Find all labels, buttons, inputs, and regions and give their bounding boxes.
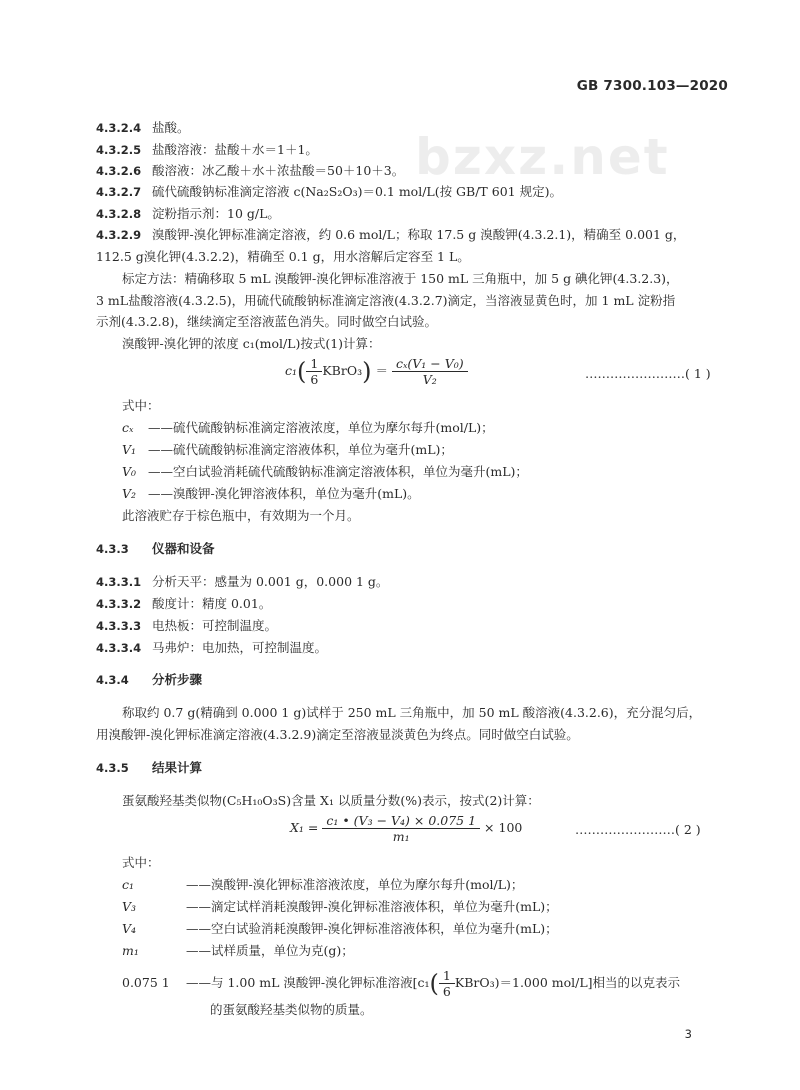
defs2-item: m₁ ——试样质量，单位为克(g)；	[122, 943, 354, 958]
section-4-3-4-heading: 4.3.4 分析步骤	[96, 672, 203, 687]
clause-text: 淀粉指示剂：10 g/L。	[152, 206, 280, 221]
clause-4-3-2-6	[96, 163, 404, 179]
clause-4-3-2-9-cont: 112.5 g溴化钾(4.3.2.2)，精确至 0.1 g，用水溶解后定容至 1 L。	[96, 249, 470, 264]
equation-2-number: ……………………( 2 )	[575, 822, 701, 837]
equation-1-number: ……………………( 1 )	[585, 366, 711, 381]
defs2-item-last: 0.075 1 ——与 1.00 mL 溴酸钾-溴化钾标准溶液[c₁( $\frac{1}{6}$ KBrO₃)＝1.000 mol/L]相当的以克表示	[122, 968, 681, 999]
clause-4-3-2-8	[96, 206, 280, 222]
storage-note: 此溶液贮存于棕色瓶中，有效期为一个月。	[122, 508, 360, 523]
defs2-intro: 式中：	[122, 855, 160, 870]
calib-line-3: 示剂(4.3.2.8)，继续滴定至溶液蓝色消失。同时做空白试验。	[96, 314, 437, 329]
standard-code: GB 7300.103—2020	[576, 78, 728, 94]
result-intro: 蛋氨酸羟基类似物(C₅H₁₀O₃S)含量 X₁ 以质量分数(%)表示，按式(2)计算：	[122, 793, 540, 808]
defs1-item: cₓ ——硫代硫酸钠标准滴定溶液浓度，单位为摩尔每升(mol/L)；	[122, 420, 494, 435]
equation-2	[290, 813, 522, 844]
defs1-item: V₁ ——硫代硫酸钠标准滴定溶液体积，单位为毫升(mL)；	[122, 442, 453, 457]
eq1-lhs-tail: KBrO₃	[322, 363, 363, 378]
clause-text: 盐酸溶液：盐酸＋水＝1＋1。	[152, 142, 318, 157]
defs2-item: V₃ ——滴定试样消耗溴酸钾-溴化钾标准溶液体积，单位为毫升(mL)；	[122, 899, 558, 914]
eq1-lhs: c₁	[285, 363, 298, 378]
defs1-item: V₀ ——空白试验消耗硫代硫酸钠标准滴定溶液体积，单位为毫升(mL)；	[122, 464, 528, 479]
clause-4-3-2-4	[96, 120, 190, 136]
clause-text: 溴酸钾-溴化钾标准滴定溶液，约 0.6 mol/L；称取 17.5 g 溴酸钾(4.3.2.1)，精确至 0.001 g，	[152, 227, 686, 242]
clause-number: 4.3.2.6	[96, 164, 142, 178]
eq1-rhs-frac: $\frac{\text{cₓ(V₁ − V₀)}}{\text{V₂}}$	[392, 356, 468, 387]
clause-number: 4.3.2.8	[96, 207, 142, 221]
procedure-line-2: 用溴酸钾-溴化钾标准滴定溶液(4.3.2.9)滴定至溶液显淡黄色为终点。同时做空白试验。	[96, 727, 579, 742]
defs2-item-last-cont: 的蛋氨酸羟基类似物的质量。	[210, 1002, 373, 1017]
section-4-3-5-heading: 4.3.5 结果计算	[96, 760, 203, 775]
clause-text: 盐酸。	[152, 120, 190, 135]
clause-text: 酸溶液：冰乙酸＋水＋浓盐酸＝50＋10＋3。	[152, 163, 405, 178]
eq2-tail: × 100	[484, 820, 523, 835]
calib-line-1: 标定方法：精确移取 5 mL 溴酸钾-溴化钾标准溶液于 150 mL 三角瓶中，加 5 g 碘化钾(4.3.2.3)，	[122, 271, 679, 286]
procedure-line-1: 称取约 0.7 g(精确到 0.000 1 g)试样于 250 mL 三角瓶中，加 50 mL 酸溶液(4.3.2.6)，充分混匀后，	[122, 705, 702, 720]
defs2-item: V₄ ——空白试验消耗溴酸钾-溴化钾标准溶液体积，单位为毫升(mL)；	[122, 921, 558, 936]
defs2-item: c₁ ——溴酸钾-溴化钾标准溶液浓度，单位为摩尔每升(mol/L)；	[122, 877, 524, 892]
clause-4-3-2-7	[96, 184, 562, 200]
clause-4-3-2-9	[96, 227, 685, 243]
clause-text: 硫代硫酸钠标准滴定溶液 c(Na₂S₂O₃)＝0.1 mol/L(按 GB/T 601 规定)。	[152, 184, 562, 199]
eq2-frac: $\frac{\text{c₁ • (V₃ − V₄) × 0.075 1}}{\text{m₁}}$	[322, 813, 480, 844]
eq2-lhs: X₁ =	[290, 820, 319, 835]
clause-4-3-3-2: 4.3.3.2 酸度计：精度 0.01。	[96, 596, 272, 611]
clause-4-3-2-5	[96, 142, 318, 158]
clause-4-3-3-3: 4.3.3.3 电热板：可控制温度。	[96, 618, 278, 633]
clause-number: 4.3.2.4	[96, 121, 142, 135]
watermark: bzxz.net	[415, 128, 670, 186]
clause-number: 4.3.2.5	[96, 143, 142, 157]
defs1-item: V₂ ——溴酸钾-溴化钾溶液体积，单位为毫升(mL)。	[122, 486, 420, 501]
clause-number: 4.3.2.9	[96, 228, 142, 242]
clause-4-3-3-4: 4.3.3.4 马弗炉：电加热，可控制温度。	[96, 640, 328, 655]
eq1-lhs-frac: $\frac{1}{6}$	[306, 356, 322, 387]
calib-line-4: 溴酸钾-溴化钾的浓度 c₁(mol/L)按式(1)计算：	[122, 336, 381, 351]
page-number: 3	[684, 1027, 692, 1041]
equation-1: c₁( $\frac{1}{6}$ KBrO₃) ＝ $\frac{\text{cₓ(V₁ − V₀)}}{\text{V₂}}$	[285, 356, 468, 387]
clause-4-3-3-1: 4.3.3.1 分析天平：感量为 0.001 g，0.000 1 g。	[96, 574, 389, 589]
clause-number: 4.3.2.7	[96, 185, 142, 199]
calib-line-2: 3 mL盐酸溶液(4.3.2.5)，用硫代硫酸钠标准滴定溶液(4.3.2.7)滴定，当溶液显黄色时，加 1 mL 淀粉指	[96, 293, 676, 308]
defs1-intro: 式中：	[122, 398, 160, 413]
section-4-3-3-heading: 4.3.3 仪器和设备	[96, 541, 215, 556]
